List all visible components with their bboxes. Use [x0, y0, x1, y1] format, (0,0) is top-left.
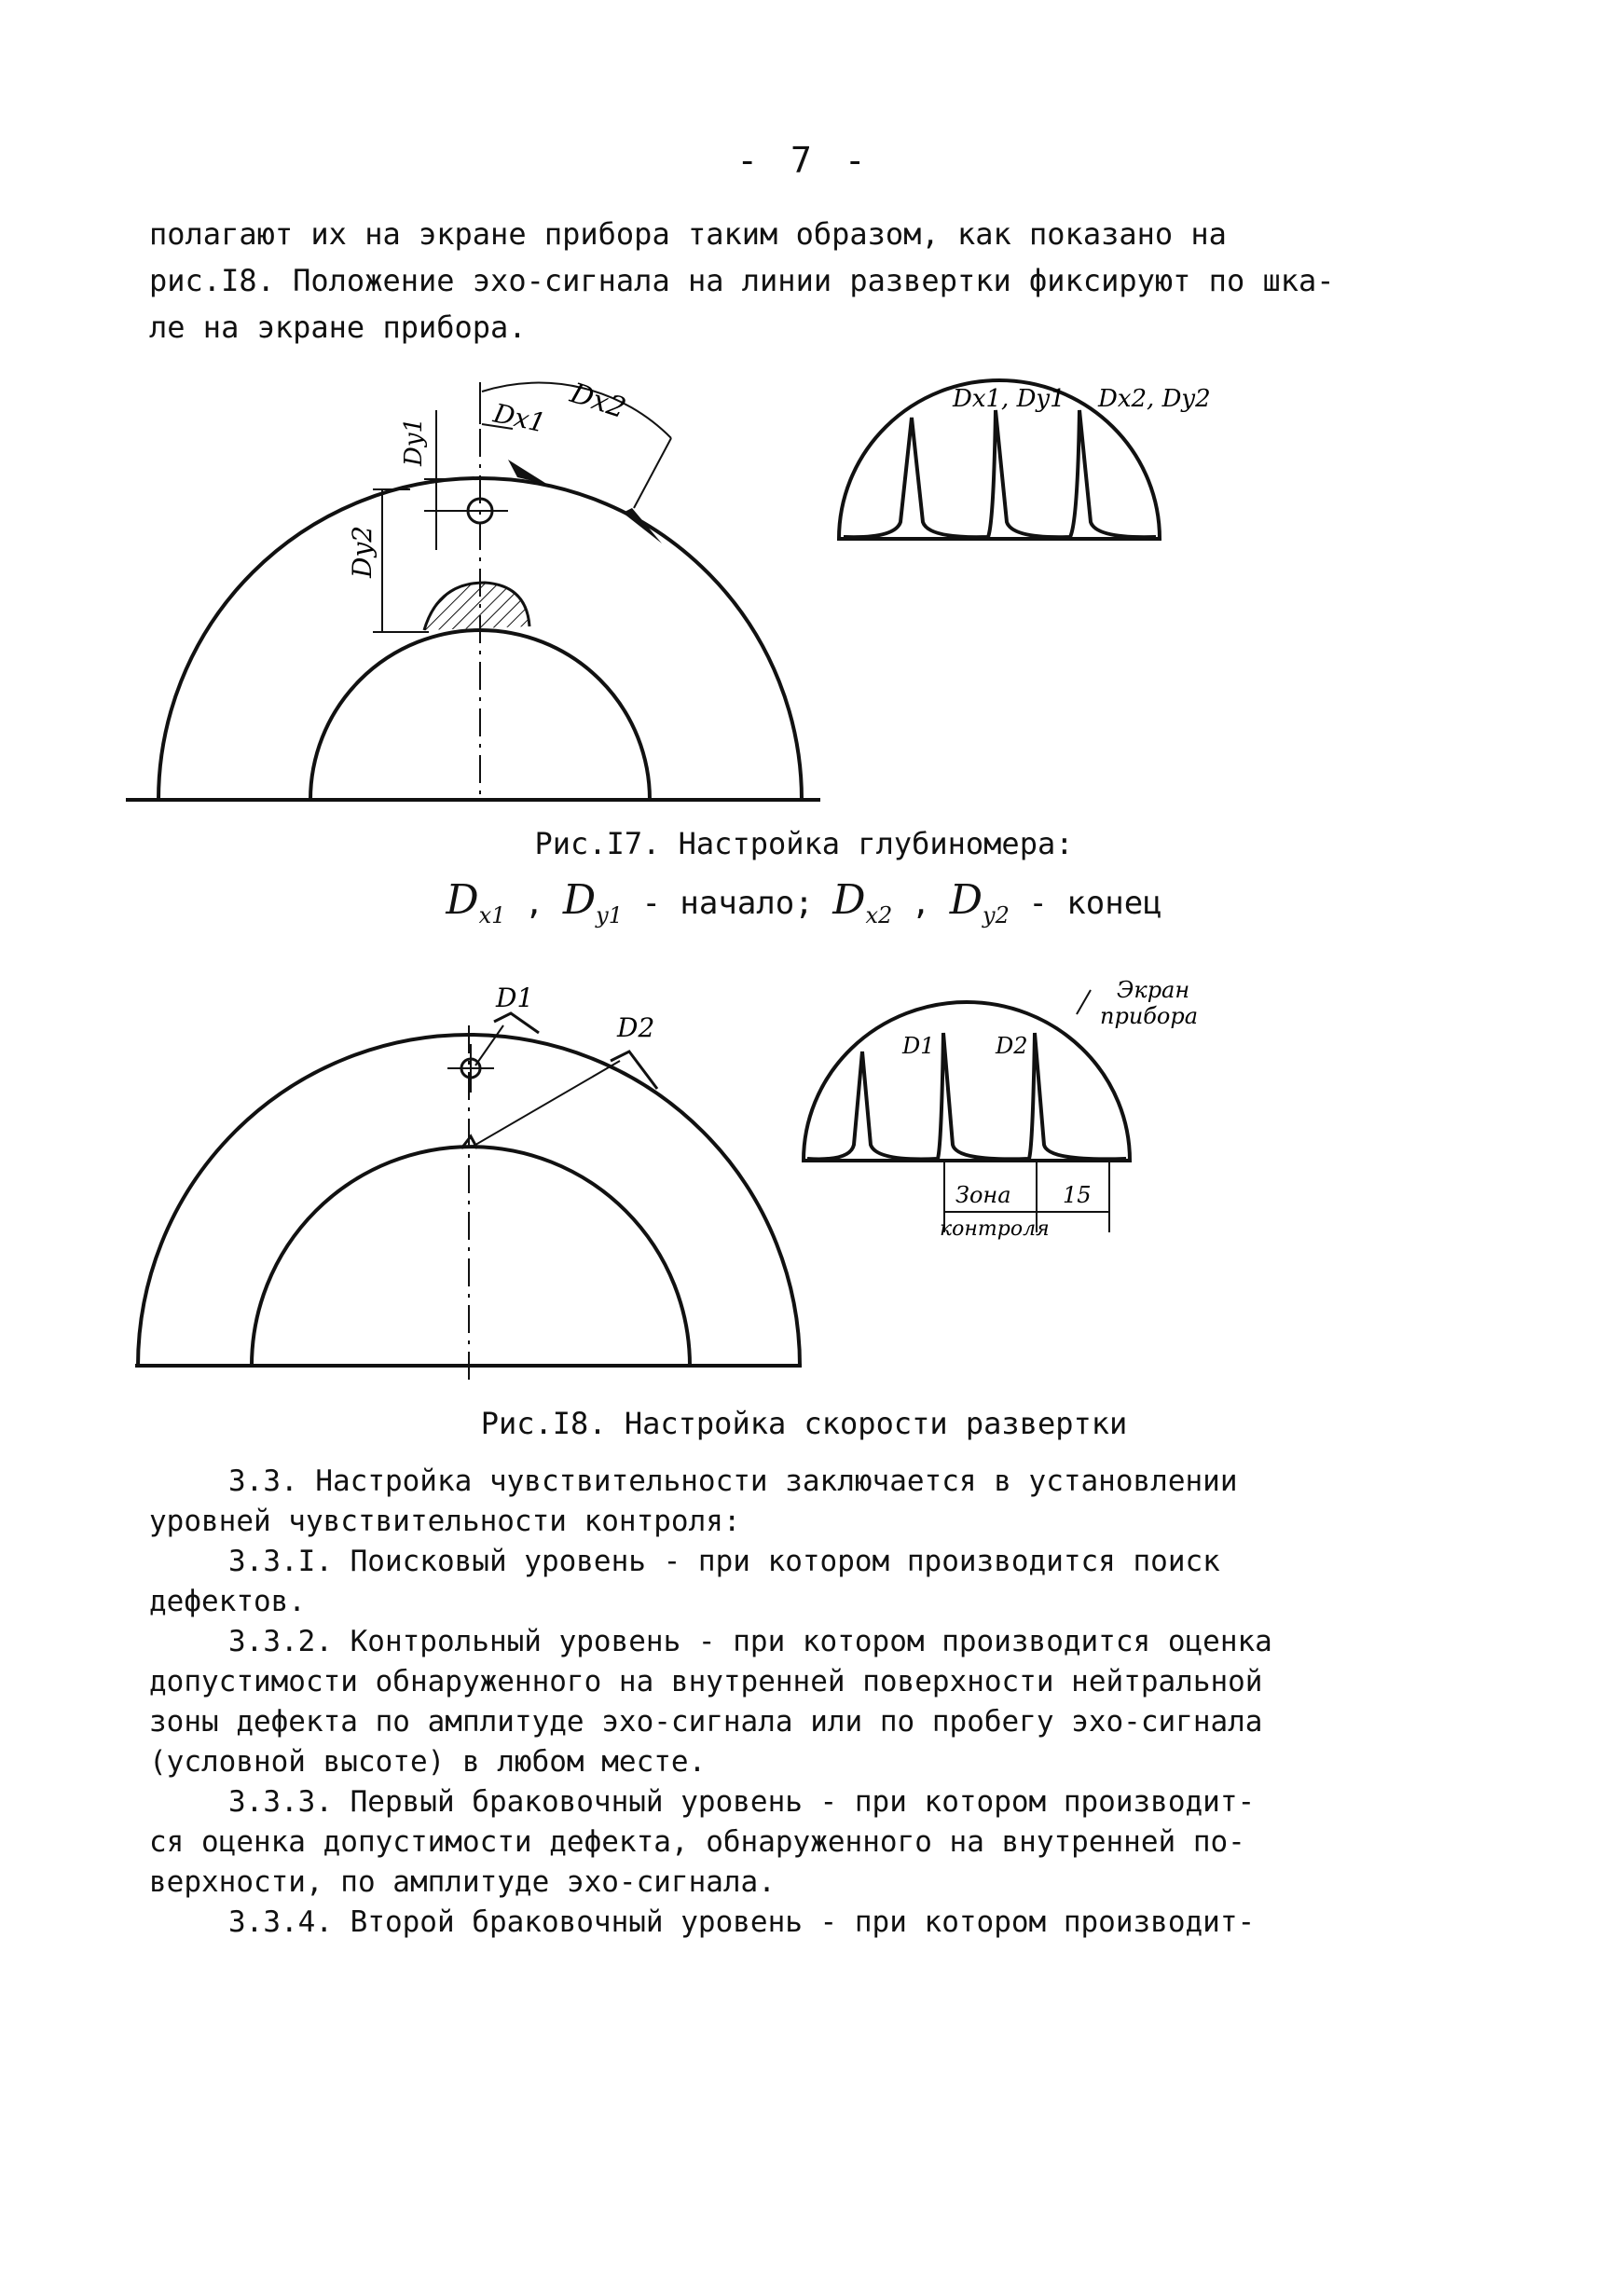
label-dx1: Dx1: [490, 397, 549, 439]
label-d1: D1: [496, 983, 534, 1013]
screen-17-label-top: Dx1, Dy1: [953, 385, 1065, 413]
screen-18-outline: [804, 1002, 1130, 1161]
label-dy1: Dy1: [400, 417, 428, 466]
label-d2: D2: [617, 1012, 655, 1043]
body-line: 3.3. Настройка чувствительности заключается в установлении: [228, 1464, 1238, 1498]
body-line: 3.3.I. Поисковый уровень - при котором производится поиск: [228, 1545, 1220, 1578]
body-line: 3.3.2. Контрольный уровень - при котором производится оценка: [228, 1625, 1272, 1658]
page-number: - 7 -: [736, 140, 872, 181]
screen-18-label-2: прибора: [1100, 1003, 1199, 1029]
body-line: ся оценка допустимости дефекта, обнаруженного на внутренней по-: [149, 1825, 1245, 1859]
body-paragraphs: [149, 1462, 1272, 1943]
pipe-inner-arc: [252, 1147, 690, 1366]
body-line: дефектов.: [149, 1585, 306, 1618]
figure-18-diagram: [0, 932, 1608, 1417]
figure-17-diagram: [0, 0, 1608, 839]
body-line: верхности, по амплитуде эхо-сигнала.: [149, 1865, 776, 1899]
label-dy2: Dy2: [347, 525, 378, 578]
figure-17-caption: Рис.I7. Настройка глубиномера:: [534, 826, 1074, 861]
defect-hatched: [424, 583, 529, 630]
screen-17-trace: [844, 410, 1156, 537]
beam-1: [475, 1025, 503, 1066]
figure-17-legend: $D_{x1}$ , $D_{y1}$ - начало; $D_{x2}$ , $D_{y2}$ - конец: [446, 876, 1162, 928]
beam-2: [471, 1061, 620, 1148]
body-line: 3.3.4. Второй браковочный уровень - при котором производит-: [228, 1905, 1256, 1939]
intro-line: ле на экране прибора.: [149, 309, 527, 345]
figure-18-caption: Рис.I8. Настройка скорости развертки: [480, 1406, 1128, 1441]
intro-line: полагают их на экране прибора таким образом, как показано на: [149, 216, 1227, 252]
label-dx2: Dx2: [566, 377, 630, 426]
probe-2: [623, 508, 662, 543]
dimension-15: 15: [1063, 1182, 1092, 1208]
intro-line: рис.I8. Положение эхо-сигнала на линии развертки фиксируют по шка-: [149, 263, 1335, 298]
body-line: уровней чувствительности контроля:: [149, 1505, 741, 1538]
body-line: (условной высоте) в любом месте.: [149, 1745, 707, 1779]
screen-18-trace: [807, 1033, 1126, 1159]
screen-18-label-d1: D1: [902, 1033, 935, 1059]
body-line: зоны дефекта по амплитуде эхо-сигнала или по пробегу эхо-сигнала: [149, 1705, 1263, 1739]
screen-18-label-1: Экран: [1117, 977, 1190, 1003]
body-line: 3.3.3. Первый браковочный уровень - при котором производит-: [228, 1785, 1256, 1819]
zone-label-2: контроля: [940, 1217, 1050, 1241]
body-line: допустимости обнаруженного на внутренней поверхности нейтральной: [149, 1665, 1263, 1698]
screen-17-label-right: Dx2, Dy2: [1098, 385, 1211, 413]
zone-label-1: Зона: [955, 1182, 1011, 1208]
screen-18-label-d2: D2: [996, 1033, 1028, 1059]
